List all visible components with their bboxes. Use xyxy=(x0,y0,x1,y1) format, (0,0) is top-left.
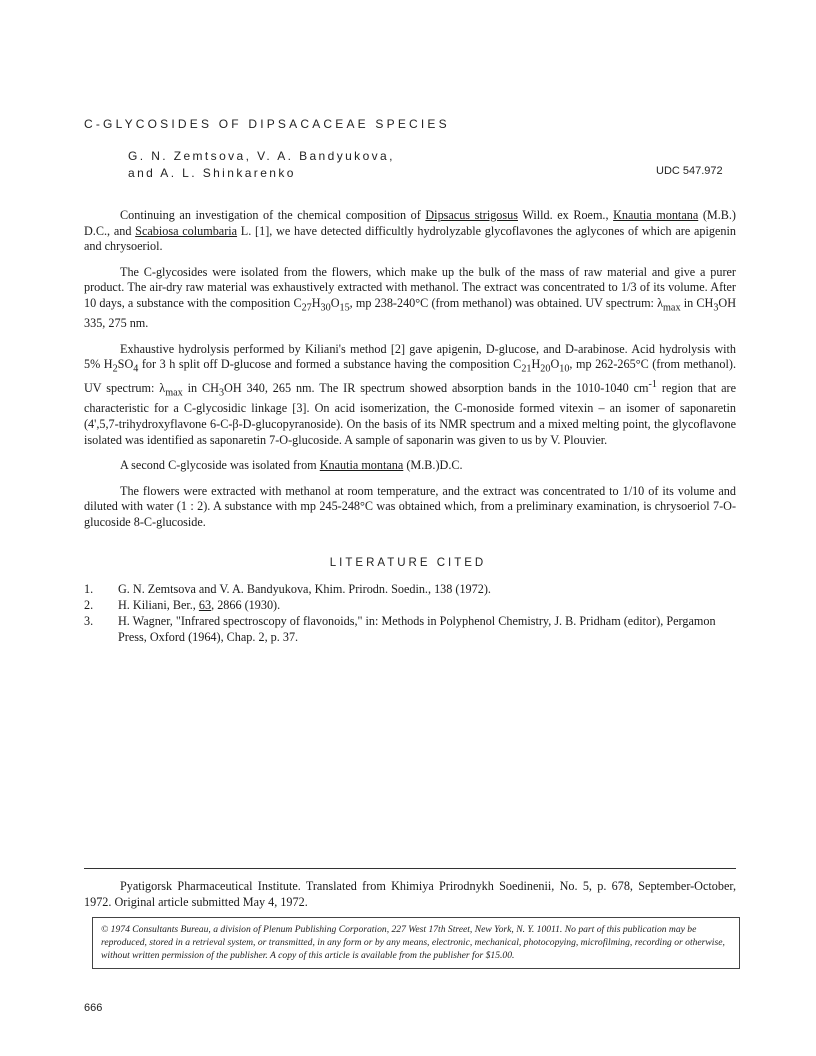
copyright-notice: © 1974 Consultants Bureau, a division of Plenum Publishing Corporation, 227 West 17th Street, New York, N. Y. 10011. No part of this publication may be reproduced, stored in a retrieval system, or transmitted, in any form or by any means, electronic, mechanical, photocopying, microfilming, recording or otherwise, without written permission of the publisher. A copy of this article is available from the publisher for $15.00. xyxy=(92,917,740,969)
paragraph-3: Exhaustive hydrolysis performed by Kiliani's method [2] gave apigenin, D-glucose, and D-arabinose. Acid hydrolysis with 5% $H_2SO_4$ for 3 h split off D-glucose and formed a substance having the composition $C_{21}H_{20}O_{10}$, mp 262-265°C (from methanol). UV spectrum: $\lambda_{max}$ in $CH_3OH$ 340, 265 nm. The IR spectrum showed absorption bands in the 1010-1040 $cm^{-1}$ region that are characteristic for a C-glycosidic linkage [3]. On acid isomerization, the C-monoside formed vitexin – an isomer of saponaretin (4',5,7-trihydroxyflavone 6-C-β-D-glucopyranoside). On the basis of its NMR spectrum and a mixed melting point, the glycoflavone isolated was identified as saponaretin 7-O-glucoside. A sample of saponarin was given to us by V. Plouvier. xyxy=(84,341,736,447)
reference-item: 3. H. Wagner, "Infrared spectroscopy of flavonoids," in: Methods in Polyphenol Chemistry, J. B. Pridham (editor), Pergamon Press, Oxford (1964), Chap. 2, p. 37. xyxy=(84,614,716,644)
species-scabiosa: Scabiosa columbaria xyxy=(135,223,238,238)
author-line-1: G. N. Zemtsova, V. A. Bandyukova, xyxy=(128,149,395,163)
species-dipsacus: Dipsacus strigosus xyxy=(425,208,518,222)
article-title: C-GLYCOSIDES OF DIPSACACEAE SPECIES xyxy=(84,117,450,131)
affiliation-footnote: Pyatigorsk Pharmaceutical Institute. Translated from Khimiya Prirodnykh Soedinenii, No. 5, p. 678, September-October, 1972. Original article submitted May 4, 1972. xyxy=(84,879,736,909)
footnote-divider xyxy=(84,868,736,869)
article-body xyxy=(84,208,736,540)
paragraph-2: The C-glycosides were isolated from the flowers, which make up the bulk of the mass of raw material and give a purer product. The air-dry raw material was exhaustively extracted with methanol. The extract was concentrated to 1/3 of its volume. After 10 days, a substance with the composition $C_{27}H_{30}O_{15}$, mp 238-240°C (from methanol) was obtained. UV spectrum: $\lambda_{max}$ in $CH_3OH$ 335, 275 nm. xyxy=(84,264,736,330)
paragraph-1: Continuing an investigation of the chemical composition of Dipsacus strigosus Willd. ex Roem., Knautia montana (M.B.) D.C., and Scabiosa columbaria L. [1], we have detected difficultly hydrolyzable glycoflavones the aglycones of which are apigenin and chrysoeriol. xyxy=(84,208,736,254)
reference-list xyxy=(84,581,736,645)
page-number: 666 xyxy=(84,1002,103,1014)
udc-code: UDC 547.972 xyxy=(656,165,723,177)
reference-item: 1. G. N. Zemtsova and V. A. Bandyukova, Khim. Prirodn. Soedin., 138 (1972). xyxy=(84,582,491,596)
literature-heading: LITERATURE CITED xyxy=(329,557,487,569)
paragraph-4: A second C-glycoside was isolated from Knautia montana (M.B.)D.C. xyxy=(120,458,463,473)
paragraph-5: The flowers were extracted with methanol at room temperature, and the extract was concentrated to 1/10 of its volume and diluted with water (1 : 2). A substance with mp 245-248°C was obtained which, from a preliminary examination, is chrysoeriol 7-O-glucoside 8-C-glucoside. xyxy=(84,483,736,529)
author-list xyxy=(128,148,395,182)
reference-item: 2. H. Kiliani, Ber., 63, 2866 (1930). xyxy=(84,598,281,612)
species-knautia: Knautia montana xyxy=(613,208,699,222)
author-line-2: and A. L. Shinkarenko xyxy=(128,166,296,180)
species-knautia-2: Knautia montana xyxy=(319,458,404,473)
